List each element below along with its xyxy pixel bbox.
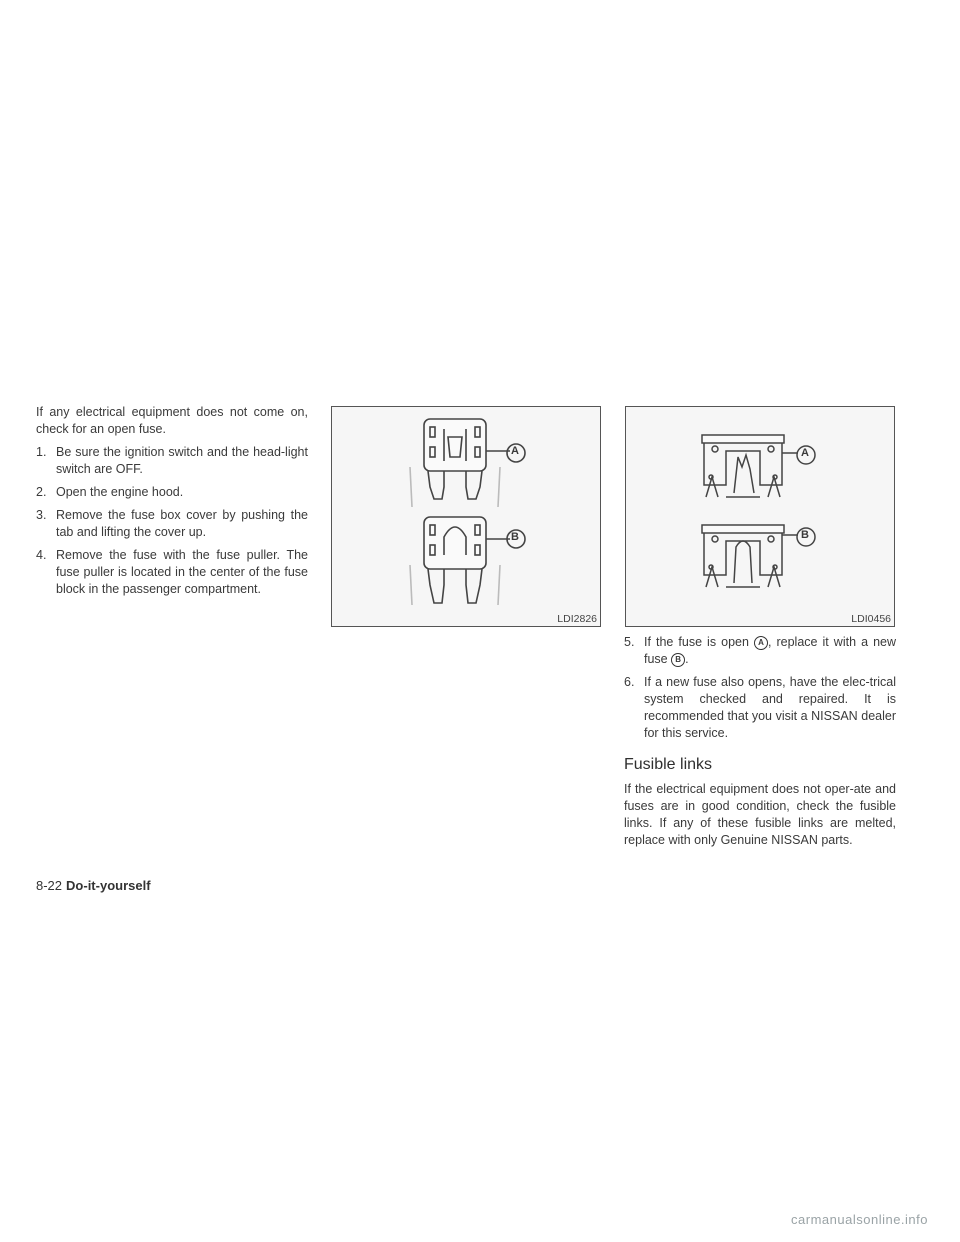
steps-list-continued: [624, 634, 896, 742]
step-text-mid: , replace it with a new fuse: [644, 635, 896, 666]
step-5: [624, 634, 896, 668]
step-3: [36, 507, 308, 541]
steps-list: [36, 444, 308, 598]
fuse-illustration-1: [332, 407, 600, 626]
step-4: [36, 547, 308, 598]
step-text: Remove the fuse box cover by pushing the tab and lifting the cover up.: [56, 508, 308, 539]
left-column: [36, 404, 308, 604]
step-text: Remove the fuse with the fuse puller. The fuse puller is located in the center of the fuse block in the passenger compartment.: [56, 548, 308, 596]
fuse-illustration-2: [626, 407, 894, 626]
section-title: Do-it-yourself: [66, 878, 151, 893]
step-number: 2.: [36, 485, 47, 499]
step-number: 4.: [36, 548, 47, 562]
callout-b-icon: B: [671, 653, 685, 667]
figure-fuse-condition: [625, 406, 895, 627]
right-column: [624, 634, 896, 855]
figure-code: LDI2826: [557, 613, 597, 625]
figure-label-a: A: [511, 445, 519, 457]
page-number: 8-22: [36, 878, 63, 893]
figure-label-b: B: [511, 531, 519, 543]
figure-label-b: B: [801, 529, 809, 541]
step-6: [624, 674, 896, 742]
step-text-pre: If the fuse is open: [644, 635, 749, 649]
figure-code: LDI0456: [851, 613, 891, 625]
page-footer: [36, 878, 151, 893]
step-1: [36, 444, 308, 478]
step-number: 6.: [624, 675, 635, 689]
step-number: 1.: [36, 445, 47, 459]
step-2: [36, 484, 308, 501]
fusible-links-paragraph: If the electrical equipment does not oper-ate and fuses are in good condition, check the fusible links. If any of these fusible links are melted, replace with only Genuine NISSAN parts.: [624, 782, 896, 847]
step-number: 3.: [36, 508, 47, 522]
figure-label-a: A: [801, 447, 809, 459]
callout-a-icon: A: [754, 636, 768, 650]
section-heading: Fusible links: [624, 756, 713, 773]
step-text: Open the engine hood.: [56, 485, 184, 499]
step-text: If a new fuse also opens, have the elec-trical system checked and repaired. It is recommended that you visit a NISSAN dealer for this service.: [644, 675, 896, 740]
step-text: Be sure the ignition switch and the head-light switch are OFF.: [56, 445, 308, 476]
step-number: 5.: [624, 635, 635, 649]
intro-paragraph: If any electrical equipment does not come on, check for an open fuse.: [36, 405, 308, 436]
watermark: carmanualsonline.info: [791, 1212, 928, 1227]
figure-fuse-puller: [331, 406, 601, 627]
step-text-post: .: [685, 652, 689, 666]
